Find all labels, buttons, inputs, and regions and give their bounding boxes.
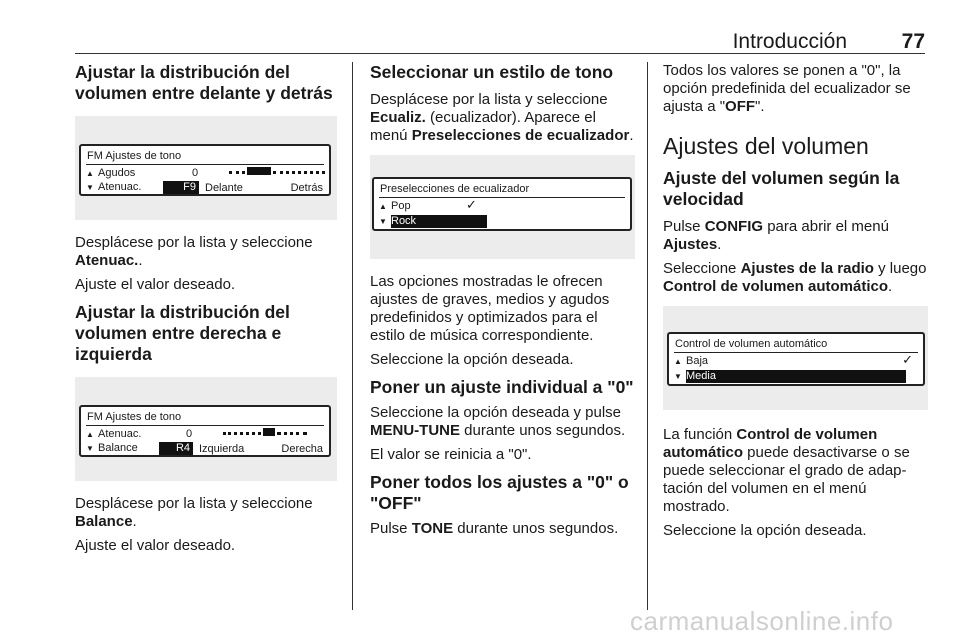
column-divider-1 bbox=[352, 62, 353, 610]
display-screen bbox=[667, 332, 925, 386]
caret-up-icon: ▲ bbox=[674, 357, 682, 366]
figure-fader-screen bbox=[75, 116, 337, 220]
checkmark-icon: ✓ bbox=[466, 197, 477, 212]
figure-equalizer-screen bbox=[370, 155, 635, 259]
paragraph: Desplácese por la lista y seleccione Ecualiz. (ecualizador). Aparece el menú Preselecciones de ecualizador. bbox=[370, 91, 634, 144]
balance-level-block bbox=[263, 428, 275, 436]
paragraph: Ajuste el valor deseado. bbox=[75, 276, 236, 293]
fader-value: F9 bbox=[163, 181, 199, 194]
screen-row-balance: ▼ Balance bbox=[86, 442, 138, 454]
column-divider-2 bbox=[647, 62, 648, 610]
paragraph: Seleccione la opción deseada. bbox=[663, 522, 867, 539]
caret-up-icon: ▲ bbox=[86, 169, 94, 178]
page-header bbox=[75, 30, 925, 54]
paragraph: Seleccione Ajustes de la radio y luego Control de volumen automático. bbox=[663, 260, 927, 295]
section-heading-left-right: Ajustar la distribución del volumen entre derecha e izquierda bbox=[75, 302, 290, 364]
screen-title: Control de volumen automático bbox=[675, 338, 828, 350]
section-heading-volume: Ajustes del volumen bbox=[663, 133, 869, 159]
paragraph: Pulse TONE durante unos segundos. bbox=[370, 520, 619, 537]
paragraph: Las opciones mostradas le ofrecen ajustes de graves, medios y agudos predefinidos y optimizados para el estilo de música correspondiente. bbox=[370, 273, 610, 344]
display-screen bbox=[372, 177, 632, 231]
screen-row-rock: ▼ Rock bbox=[379, 215, 489, 228]
paragraph: La función Control de volumen automático puede desactivarse o se puede seleccionar el grado de adaptación del volumen en el menú mostrado. bbox=[663, 426, 910, 515]
column-1 bbox=[75, 62, 337, 555]
screen-title: FM Ajustes de tono bbox=[87, 411, 182, 423]
screen-row-agudos: ▲ Agudos 0 bbox=[86, 167, 199, 179]
screen-row-atenuac: ▲ Atenuac. 0 bbox=[86, 428, 193, 440]
paragraph: Todos los valores se ponen a "0", la opción predefinida del ecualizador se ajusta a "OFF". bbox=[663, 62, 911, 115]
paragraph: Desplácese por la lista y seleccione Atenuac.. bbox=[75, 234, 313, 269]
screen-row-media: ▼ Media bbox=[674, 370, 918, 383]
fader-level-block bbox=[247, 167, 271, 175]
paragraph: Seleccione la opción deseada. bbox=[370, 351, 574, 368]
display-screen: FM Ajustes de tono ▲ Atenuac. 0 ▼ Balance R4 Izquierda Derecha bbox=[79, 405, 331, 457]
section-heading-reset-all: Poner todos los ajustes a "0" o "OFF" bbox=[370, 472, 629, 513]
screen-row-atenuac: ▼ Atenuac. bbox=[86, 181, 142, 193]
caret-down-icon: ▼ bbox=[86, 183, 94, 192]
caret-down-icon: ▼ bbox=[674, 372, 682, 381]
paragraph: Ajuste el valor deseado. bbox=[75, 537, 236, 554]
paragraph: El valor se reinicia a "0". bbox=[370, 446, 532, 463]
caret-up-icon: ▲ bbox=[86, 430, 94, 439]
column-2 bbox=[370, 62, 635, 538]
watermark-text: carmanualsonline.info bbox=[630, 606, 894, 636]
section-heading-tone-style: Seleccionar un estilo de tono bbox=[370, 62, 614, 82]
caret-down-icon: ▼ bbox=[379, 217, 387, 226]
screen-title: Preselecciones de ecualizador bbox=[380, 183, 530, 195]
figure-auto-volume-screen bbox=[663, 306, 928, 410]
page-number: 77 bbox=[901, 30, 925, 53]
header-title: Introducción bbox=[732, 30, 847, 53]
section-heading-reset-individual: Poner un ajuste individual a "0" bbox=[370, 377, 634, 397]
paragraph: Desplácese por la lista y seleccione Balance. bbox=[75, 495, 313, 530]
paragraph: Seleccione la opción deseada y pulse MENU-TUNE durante unos segundos. bbox=[370, 404, 626, 439]
section-heading-front-rear: Ajustar la distribución del volumen entre delante y detrás bbox=[75, 62, 333, 103]
screen-title: FM Ajustes de tono bbox=[87, 150, 182, 162]
column-3 bbox=[663, 62, 928, 540]
section-heading-speed-volume: Ajuste del volumen según la velocidad bbox=[663, 168, 900, 209]
checkmark-icon: ✓ bbox=[902, 352, 913, 367]
paragraph: Pulse CONFIG para abrir el menú Ajustes. bbox=[663, 218, 889, 253]
screen-row-pop: ▲ Pop bbox=[379, 200, 411, 212]
screen-row-baja: ▲ Baja bbox=[674, 355, 709, 367]
figure-balance-screen bbox=[75, 377, 337, 481]
caret-up-icon: ▲ bbox=[379, 202, 387, 211]
caret-down-icon: ▼ bbox=[86, 444, 94, 453]
balance-value: R4 bbox=[159, 442, 193, 455]
display-screen: FM Ajustes de tono ▲ Agudos 0 ▼ Atenuac. F9 Delante Detrás bbox=[79, 144, 331, 196]
